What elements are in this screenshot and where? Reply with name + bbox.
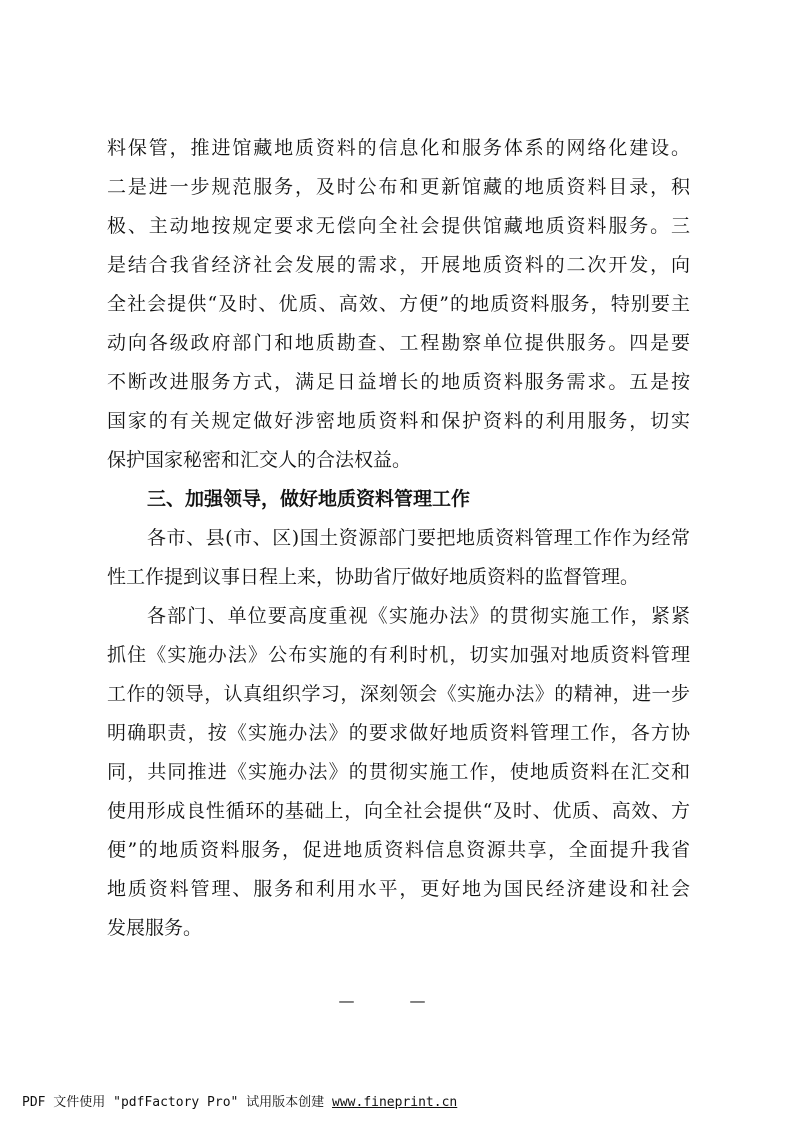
text-line: 保护国家秘密和汇交人的合法权益。 (107, 449, 412, 471)
text-line: 便”的地质资料服务，促进地质资料信息资源共享，全面提升我省 (107, 839, 690, 861)
paragraph-2 (107, 519, 690, 597)
footer-link[interactable]: www.fineprint.cn (332, 1095, 458, 1110)
paragraph-3 (107, 597, 690, 948)
text-line: 极、主动地按规定要求无偿向全社会提供馆藏地质资料服务。三 (107, 215, 690, 237)
footer-text: PDF 文件使用 "pdfFactory Pro" 试用版本创建 (22, 1095, 333, 1110)
text-line: 同，共同推进《实施办法》的贯彻实施工作，使地质资料在汇交和 (107, 761, 690, 783)
pdf-footer (22, 1095, 457, 1111)
text-line: 各市、县(市、区)国土资源部门要把地质资料管理工作作为经常 (147, 527, 690, 549)
document-body (107, 129, 690, 948)
text-line: 国家的有关规定做好涉密地质资料和保护资料的利用服务，切实 (107, 410, 690, 432)
text-line: 动向各级政府部门和地质勘查、工程勘察单位提供服务。四是要 (107, 332, 690, 354)
text-line: 二是进一步规范服务，及时公布和更新馆藏的地质资料目录，积 (107, 176, 690, 198)
text-line: 发展服务。 (107, 917, 203, 939)
section-heading: 三、加强领导，做好地质资料管理工作 (147, 488, 471, 510)
text-line: 各部门、单位要高度重视《实施办法》的贯彻实施工作，紧紧 (147, 605, 690, 627)
text-line: 工作的领导，认真组织学习，深刻领会《实施办法》的精神，进一步 (107, 683, 690, 705)
text-line: 抓住《实施办法》公布实施的有利时机，切实加强对地质资料管理 (107, 644, 690, 666)
text-line: 全社会提供“及时、优质、高效、方便”的地质资料服务，特别要主 (107, 293, 690, 315)
text-line: 使用形成良性循环的基础上，向全社会提供“及时、优质、高效、方 (107, 800, 690, 822)
text-line: 地质资料管理、服务和利用水平，更好地为国民经济建设和社会 (107, 878, 690, 900)
paragraph-1 (107, 129, 690, 480)
page-number: — — (338, 991, 426, 1010)
text-line: 是结合我省经济社会发展的需求，开展地质资料的二次开发，向 (107, 254, 690, 276)
text-line: 不断改进服务方式，满足日益增长的地质资料服务需求。五是按 (107, 371, 690, 393)
text-line: 明确职责，按《实施办法》的要求做好地质资料管理工作，各方协 (107, 722, 690, 744)
text-line: 性工作提到议事日程上来，协助省厅做好地质资料的监督管理。 (107, 566, 640, 588)
text-line: 料保管，推进馆藏地质资料的信息化和服务体系的网络化建设。 (107, 137, 690, 159)
